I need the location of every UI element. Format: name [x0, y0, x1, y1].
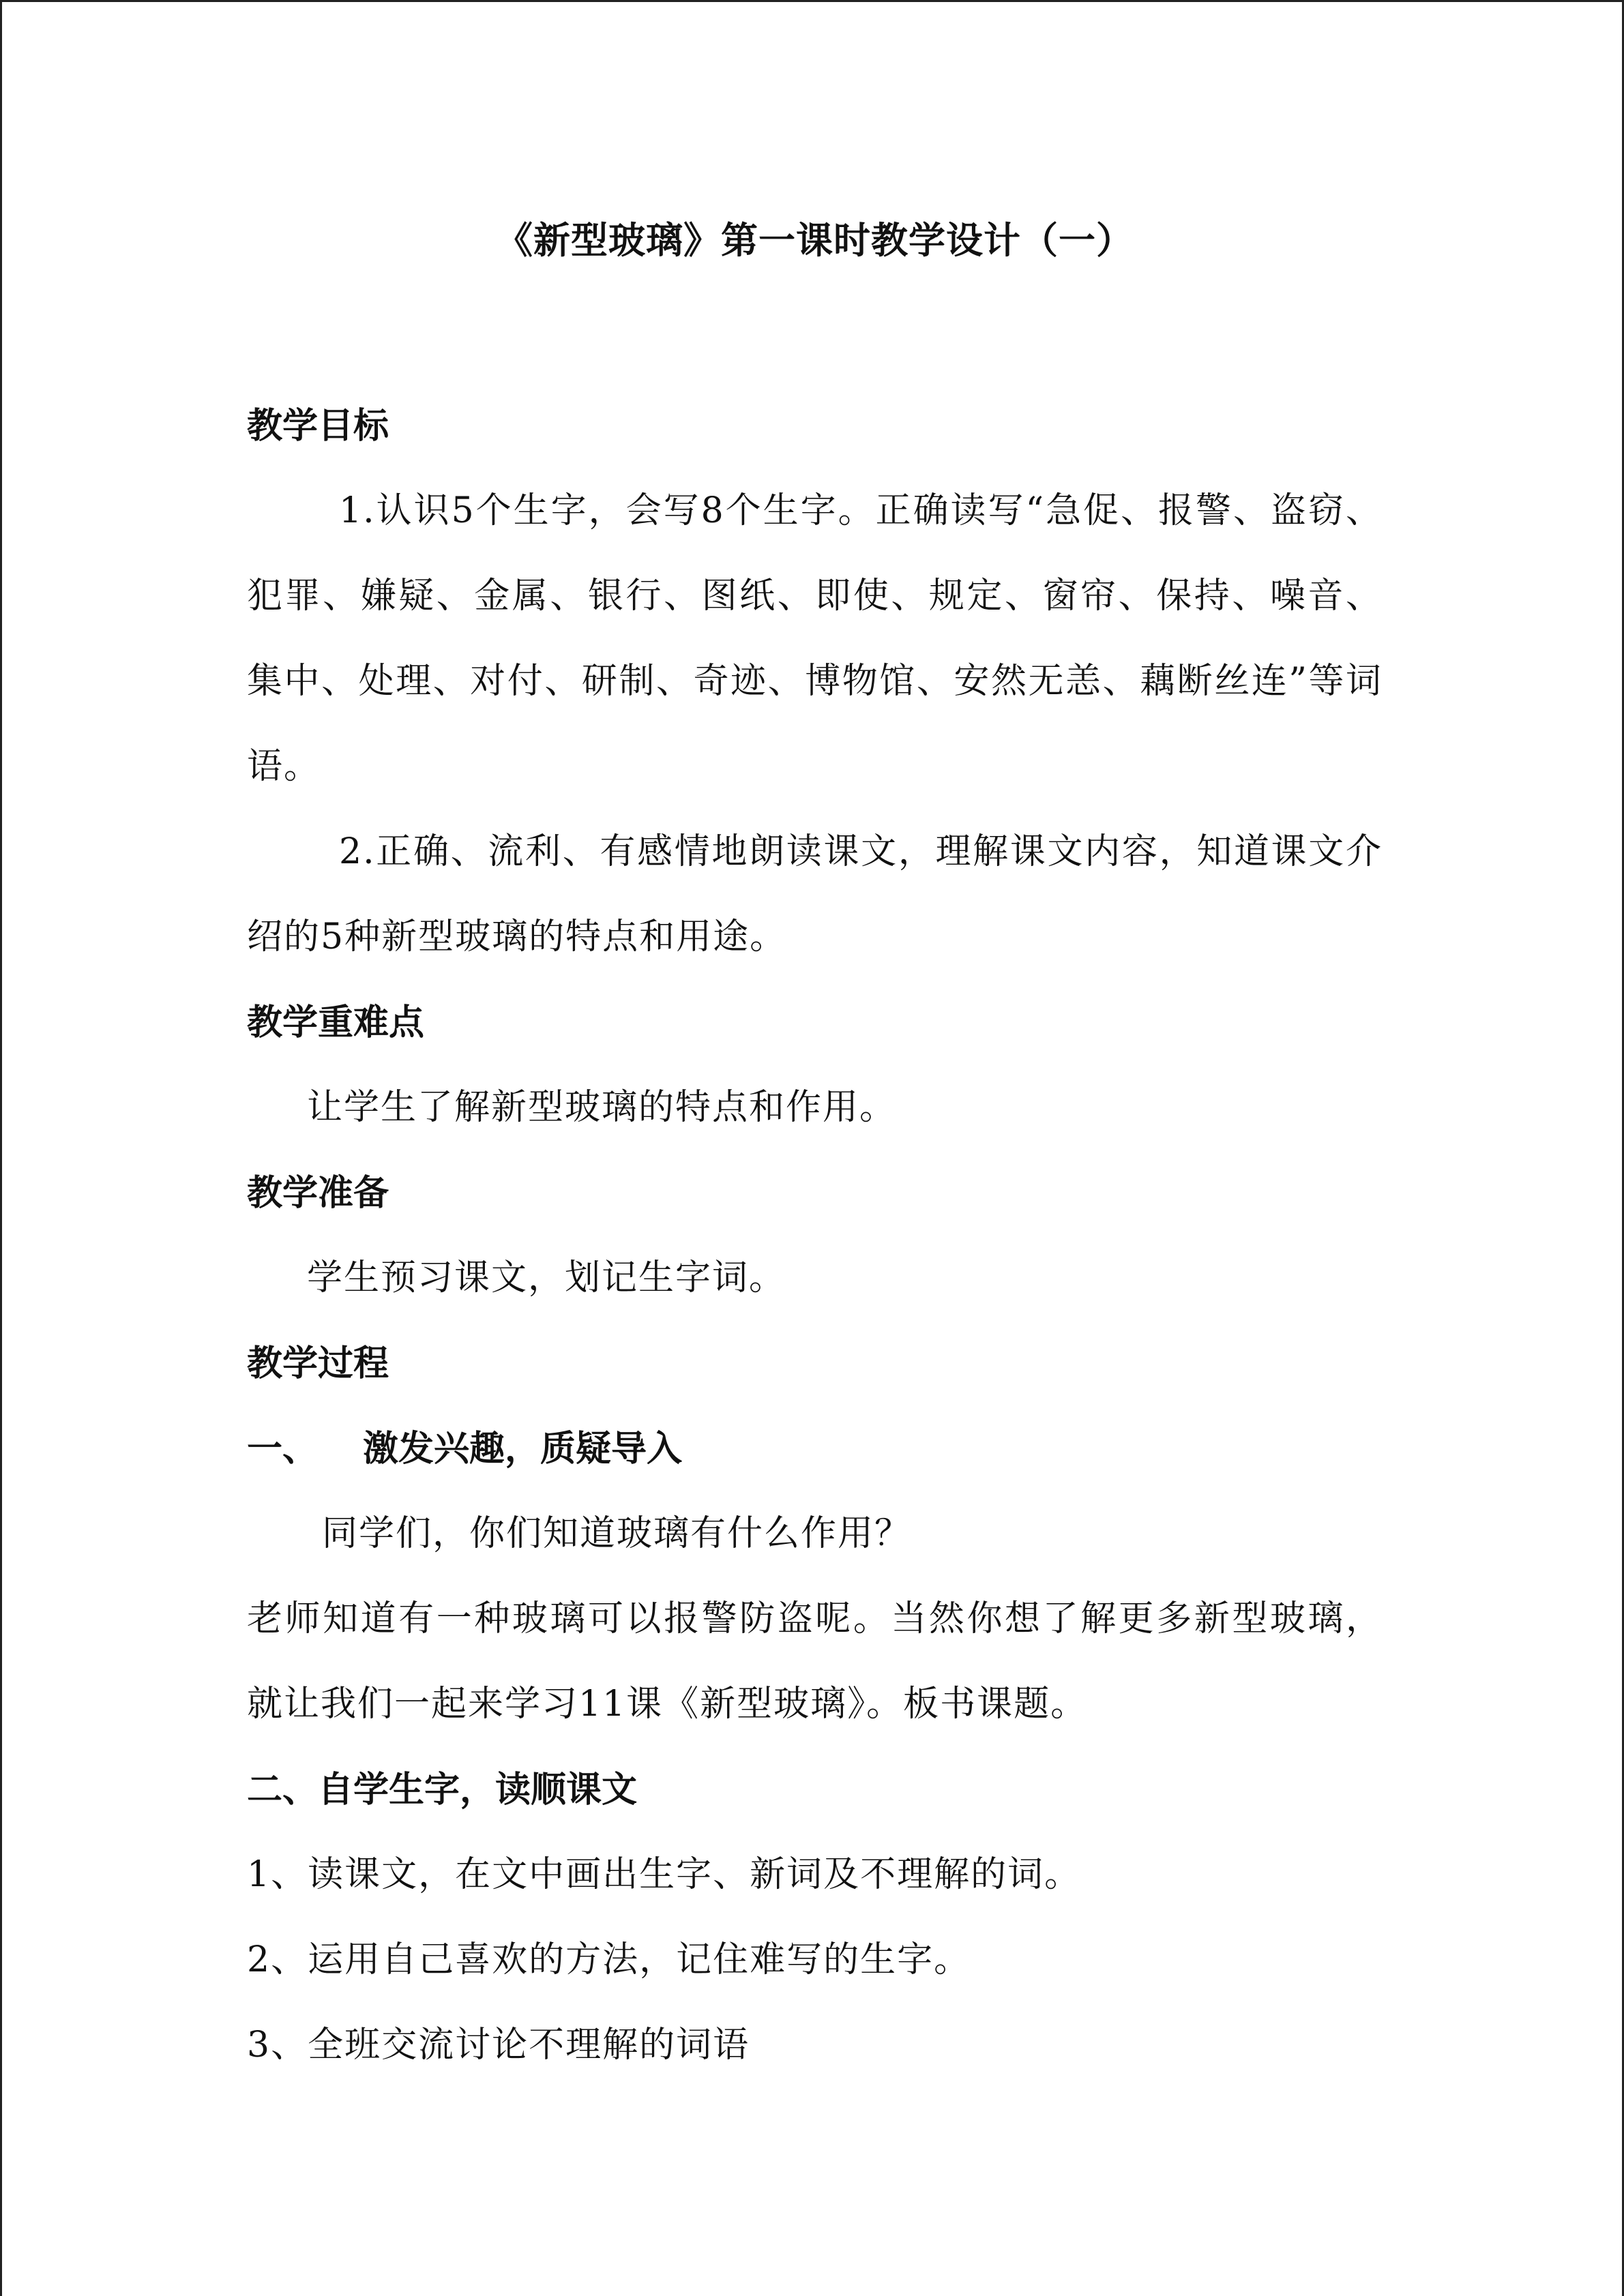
goals-heading: 教学目标 [247, 405, 389, 447]
goals-item-2: 2.正确、流利、有感情地朗读课文，理解课文内容，知道课文介绍的5种新型玻璃的特点和用途。 [247, 831, 1383, 957]
document-title: 《新型玻璃》第一课时教学设计（一） [496, 218, 1134, 262]
process-step-1-heading [247, 1406, 1383, 1491]
key-points-text: 让学生了解新型玻璃的特点和作用。 [307, 1087, 897, 1128]
preparation-text: 学生预习课文，划记生字词。 [307, 1257, 786, 1298]
process-step-2-item-3: 3、全班交流讨论不理解的词语 [247, 2025, 750, 2066]
process-step-1-line-1: 同学们，你们知道玻璃有什么作用？ [322, 1513, 912, 1554]
process-step-1-line-2: 老师知道有一种玻璃可以报警防盗呢。当然你想了解更多新型玻璃，就让我们一起来学习11课《新型玻璃》。板书课题。 [247, 1598, 1383, 1725]
process-step-1-title: 激发兴趣，质疑导入 [363, 1428, 683, 1470]
document-body [247, 198, 1383, 2088]
preparation-heading: 教学准备 [247, 1172, 389, 1214]
process-step-1-number: 一、 [247, 1428, 319, 1470]
goals-item-1: 1.认识5个生字，会写8个生字。正确读写“急促、报警、盗窃、犯罪、嫌疑、金属、银行、图纸、即使、规定、窗帘、保持、噪音、集中、处理、对付、研制、奇迹、博物馆、安然无恙、藕断丝连”等词语。 [247, 490, 1383, 787]
key-points-heading: 教学重难点 [247, 1002, 425, 1043]
process-step-2-heading: 二、自学生字，读顺课文 [247, 1769, 638, 1810]
process-step-2-item-2: 2、运用自己喜欢的方法，记住难写的生字。 [247, 1939, 971, 1980]
process-step-2-item-1: 1、读课文，在文中画出生字、新词及不理解的词。 [247, 1854, 1082, 1895]
process-heading: 教学过程 [247, 1343, 389, 1384]
